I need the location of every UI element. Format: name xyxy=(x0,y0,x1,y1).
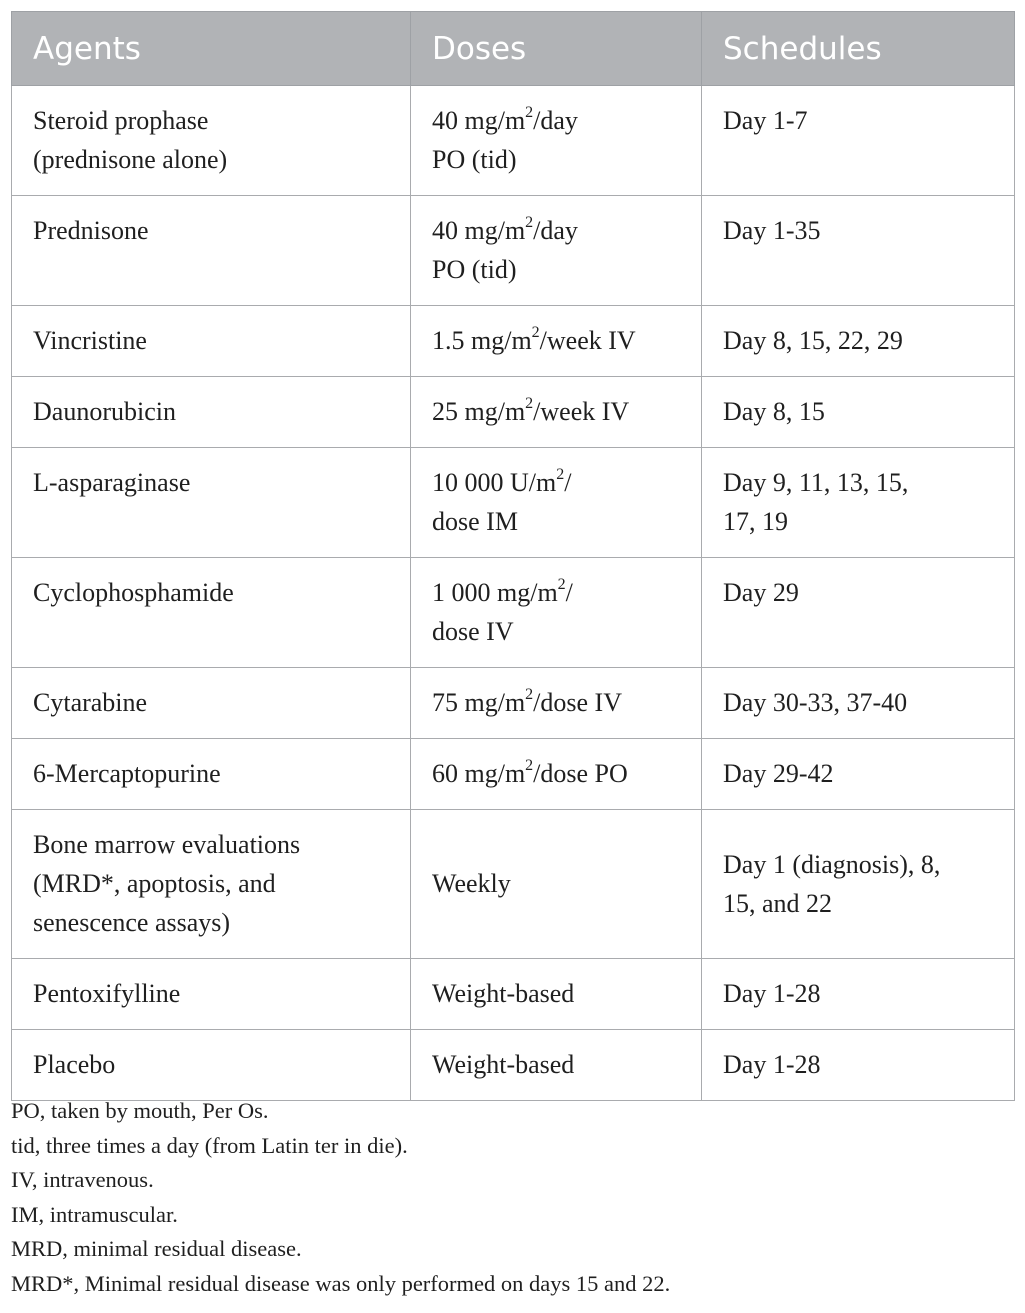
dose-exponent: 2 xyxy=(525,757,534,775)
dose-cell xyxy=(411,739,702,810)
footnote-iv: IV, intravenous. xyxy=(11,1167,154,1193)
agent-text: Steroid prophase xyxy=(33,106,209,135)
table-header-row xyxy=(12,12,1015,86)
dose-cell xyxy=(411,196,702,306)
schedule-cell xyxy=(702,306,1015,377)
footnotes xyxy=(11,1094,1014,1302)
dose-text: /dose PO xyxy=(533,759,628,788)
dose-line xyxy=(432,974,689,1013)
dose-line xyxy=(432,392,689,431)
schedule-cell xyxy=(702,377,1015,448)
table-row xyxy=(12,196,1015,306)
schedule-text: Day 29 xyxy=(723,578,799,607)
dose-text: 10 000 U/m xyxy=(432,468,557,497)
dose-text: 40 mg/m xyxy=(432,216,526,245)
table-row xyxy=(12,306,1015,377)
dose-line xyxy=(432,101,689,140)
dose-line xyxy=(432,754,689,793)
schedule-text: Day 29-42 xyxy=(723,759,834,788)
agent-cell xyxy=(12,739,411,810)
schedule-text: Day 1-28 xyxy=(723,1050,821,1079)
dose-line xyxy=(432,573,689,612)
dose-line xyxy=(432,463,689,502)
table-row xyxy=(12,377,1015,448)
header-agents: Agents xyxy=(12,12,411,86)
schedule-cell xyxy=(702,1030,1015,1101)
agent-text: Cyclophosphamide xyxy=(33,578,234,607)
dose-text: /day xyxy=(533,216,578,245)
dose-line xyxy=(432,502,689,541)
table-row xyxy=(12,959,1015,1030)
agent-text: (prednisone alone) xyxy=(33,145,228,174)
schedule-cell xyxy=(702,739,1015,810)
table-row xyxy=(12,1030,1015,1101)
dose-text: PO (tid) xyxy=(432,255,517,284)
agent-text: 6-Mercaptopurine xyxy=(33,759,221,788)
agent-text: Cytarabine xyxy=(33,688,148,717)
footnote-po: PO, taken by mouth, Per Os. xyxy=(11,1098,269,1123)
table-row xyxy=(12,668,1015,739)
dose-text: Weekly xyxy=(432,869,511,898)
dose-text: 75 mg/m xyxy=(432,688,526,717)
dose-line xyxy=(432,211,689,250)
dose-line xyxy=(432,683,689,722)
footnote-mrd: MRD, minimal residual disease. xyxy=(11,1236,302,1262)
agent-cell xyxy=(12,810,411,959)
dose-text: 60 mg/m xyxy=(432,759,526,788)
schedule-text: Day 1-35 xyxy=(723,216,821,245)
dose-cell xyxy=(411,558,702,668)
agent-cell xyxy=(12,196,411,306)
schedule-cell xyxy=(702,196,1015,306)
dose-text: /week IV xyxy=(533,397,630,426)
schedule-cell xyxy=(702,86,1015,196)
dose-line xyxy=(432,612,689,651)
footnote-im: IM, intramuscular. xyxy=(11,1201,178,1227)
dose-exponent: 2 xyxy=(525,104,534,122)
schedule-text: Day 9, 11, 13, 15, xyxy=(723,468,909,497)
agent-text: Placebo xyxy=(33,1050,116,1079)
dose-cell xyxy=(411,377,702,448)
schedule-text: 15, and 22 xyxy=(723,888,833,918)
dose-cell xyxy=(411,86,702,196)
agent-cell xyxy=(12,306,411,377)
agent-cell xyxy=(12,558,411,668)
dose-line xyxy=(432,140,689,179)
treatment-table-container xyxy=(11,11,1014,1101)
dose-cell xyxy=(411,306,702,377)
dose-exponent: 2 xyxy=(525,395,534,413)
dose-cell xyxy=(411,959,702,1030)
agent-cell xyxy=(12,1030,411,1101)
dose-text: dose IV xyxy=(432,617,514,646)
agent-text: L-asparaginase xyxy=(33,468,191,497)
dose-cell xyxy=(411,1030,702,1101)
dose-line xyxy=(432,250,689,289)
agent-text: Pentoxifylline xyxy=(33,979,181,1008)
dose-exponent: 2 xyxy=(525,686,534,704)
schedule-text: Day 8, 15, 22, 29 xyxy=(723,326,903,355)
table-row xyxy=(12,810,1015,959)
dose-text: dose IM xyxy=(432,507,518,536)
table-row xyxy=(12,739,1015,810)
schedule-cell xyxy=(702,558,1015,668)
table-row xyxy=(12,558,1015,668)
dose-text: 40 mg/m xyxy=(432,106,526,135)
dose-exponent: 2 xyxy=(531,324,540,342)
agent-cell xyxy=(12,959,411,1030)
dose-text: Weight-based xyxy=(432,1050,575,1079)
dose-text: / xyxy=(564,468,572,497)
schedule-cell xyxy=(702,810,1015,959)
schedule-text: Day 8, 15 xyxy=(723,397,825,426)
dose-exponent: 2 xyxy=(556,466,565,484)
dose-line xyxy=(432,864,689,903)
agent-cell xyxy=(12,668,411,739)
agent-cell xyxy=(12,448,411,558)
schedule-text: Day 1 (diagnosis), 8, xyxy=(723,849,941,879)
schedule-cell xyxy=(702,959,1015,1030)
dose-cell xyxy=(411,448,702,558)
agent-text: senescence assays) xyxy=(33,908,231,937)
table-row xyxy=(12,448,1015,558)
header-doses: Doses xyxy=(411,12,702,86)
dose-text: /dose IV xyxy=(533,688,622,717)
agent-cell xyxy=(12,86,411,196)
treatment-table xyxy=(11,11,1015,1101)
dose-text: 25 mg/m xyxy=(432,397,526,426)
agent-text: (MRD*, apoptosis, and xyxy=(33,869,276,898)
dose-text: /day xyxy=(533,106,578,135)
schedule-text: 17, 19 xyxy=(723,507,788,536)
agent-text: Prednisone xyxy=(33,216,149,245)
schedule-text: Day 1-7 xyxy=(723,106,808,135)
schedule-cell xyxy=(702,668,1015,739)
schedule-text: Day 30-33, 37-40 xyxy=(723,688,908,717)
dose-text: /week IV xyxy=(539,326,636,355)
dose-text: PO (tid) xyxy=(432,145,517,174)
dose-exponent: 2 xyxy=(525,214,534,232)
dose-line xyxy=(432,1045,689,1084)
footnote-tid: tid, three times a day (from Latin ter in die). xyxy=(11,1132,408,1158)
agent-text: Daunorubicin xyxy=(33,397,176,426)
footnote-mrd-star: MRD*, Minimal residual disease was only performed on days 15 and 22. xyxy=(11,1270,671,1296)
dose-exponent: 2 xyxy=(557,576,566,594)
agent-cell xyxy=(12,377,411,448)
table-body xyxy=(12,86,1015,1101)
dose-text: 1 000 mg/m xyxy=(432,578,558,607)
header-schedules: Schedules xyxy=(702,12,1015,86)
dose-cell xyxy=(411,810,702,959)
agent-text: Vincristine xyxy=(33,326,147,355)
dose-text: / xyxy=(565,578,573,607)
dose-cell xyxy=(411,668,702,739)
dose-text: 1.5 mg/m xyxy=(432,326,532,355)
schedule-cell xyxy=(702,448,1015,558)
dose-line xyxy=(432,321,689,360)
agent-text: Bone marrow evaluations xyxy=(33,830,301,859)
schedule-text: Day 1-28 xyxy=(723,979,821,1008)
dose-text: Weight-based xyxy=(432,979,575,1008)
table-row xyxy=(12,86,1015,196)
